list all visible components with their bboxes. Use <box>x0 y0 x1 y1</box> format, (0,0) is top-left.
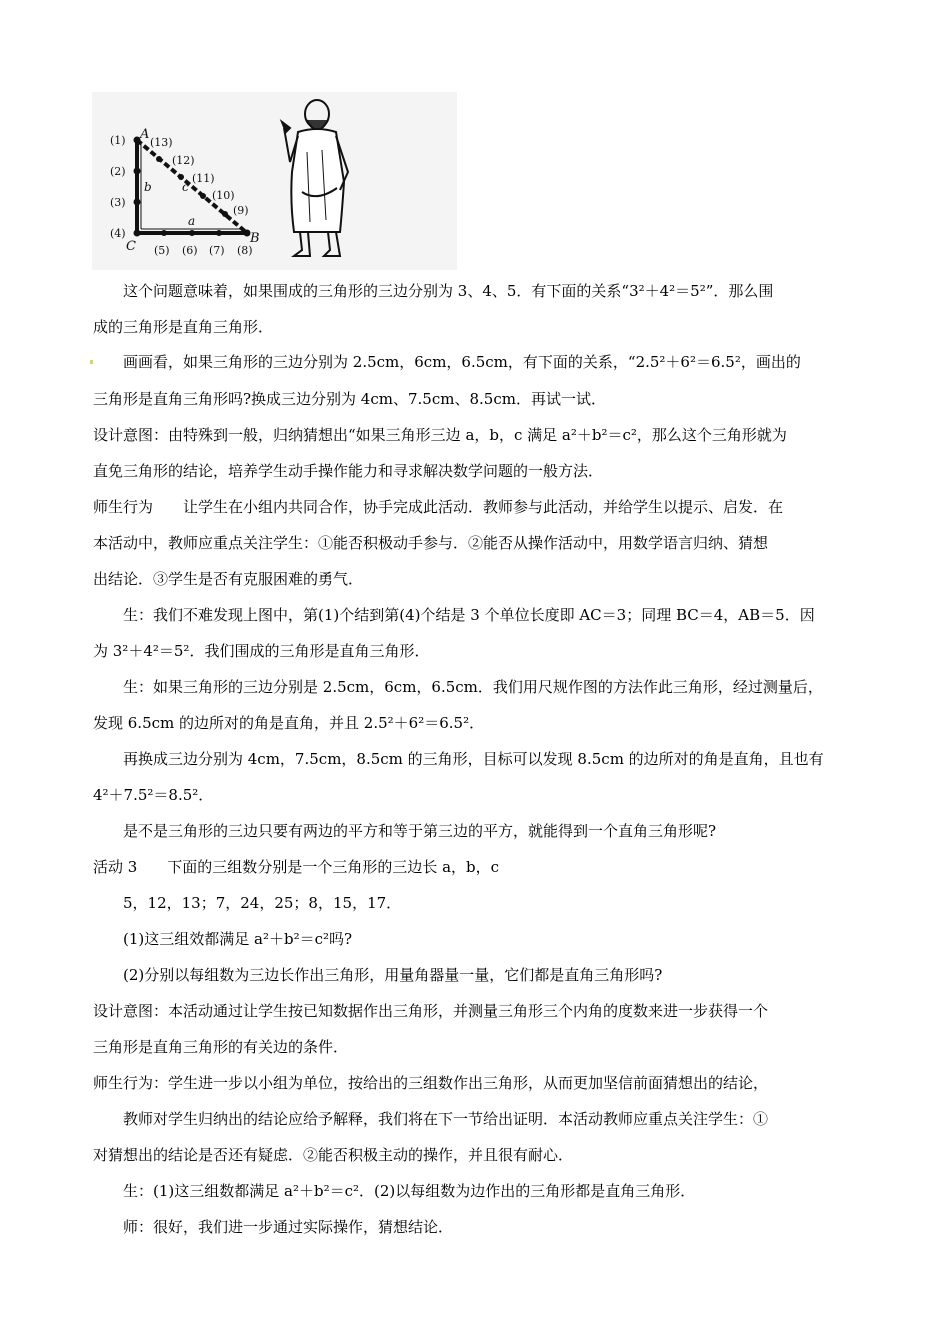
vertex-b-label: B <box>250 231 260 246</box>
knot-label-9: (9) <box>233 204 249 217</box>
paragraph-line: 成的三角形是直角三角形． <box>93 318 274 336</box>
paragraph-line: 再换成三边分别为 4cm，7.5cm，8.5cm 的三角形，目标可以发现 8.5cm 的边所对的角是直角，且也有 <box>123 750 824 768</box>
paragraph-line: 师生行为 让学生在小组内共同合作，协手完成此活动．教师参与此活动，并给学生以提示、启发．在 <box>93 498 784 516</box>
paragraph-line: 是不是三角形的三边只要有两边的平方和等于第三边的平方，就能得到一个直角三角形呢? <box>123 822 717 840</box>
paragraph-line: 生：如果三角形的三边分别是 2.5cm，6cm，6.5cm．我们用尺规作图的方法作此三角形，经过测量后， <box>123 678 823 696</box>
paragraph-line: 活动 3 下面的三组数分别是一个三角形的三边长 a，b，c <box>93 858 500 876</box>
knot-label-4: (4) <box>110 227 126 240</box>
paragraph-line: 师生行为：学生进一步以小组为单位，按给出的三组数作出三角形，从而更加坚信前面猜想出的结论， <box>93 1074 769 1092</box>
paragraph-line: 出结论．③学生是否有克服困难的勇气． <box>93 570 364 588</box>
knot-label-12: (12) <box>172 154 195 167</box>
paragraph-line: 三角形是直角三角形的有关边的条件． <box>93 1038 349 1056</box>
paragraph-line: 为 3²＋4²＝5²．我们围成的三角形是直角三角形． <box>93 642 430 660</box>
paragraph-line: 本活动中，教师应重点关注学生：①能否积极动手参与．②能否从操作活动中，用数学语言归纳、猜想 <box>93 534 769 552</box>
paragraph-line: 生：我们不难发现上图中，第(1)个结到第(4)个结是 3 个单位长度即 AC＝3；同理 BC＝4，AB＝5．因 <box>123 606 815 624</box>
paragraph-line: (2)分别以每组数为三边长作出三角形，用量角器量一量，它们都是直角三角形吗? <box>123 966 663 984</box>
vertex-c-label: C <box>126 239 136 254</box>
paragraph-line: 直免三角形的结论，培养学生动手操作能力和寻求解决数学问题的一般方法． <box>93 462 604 480</box>
knot-label-5: (5) <box>154 244 170 257</box>
paragraph-line: 发现 6.5cm 的边所对的角是直角，并且 2.5²＋6²＝6.5²． <box>93 714 485 732</box>
paragraph-line: 画画看，如果三角形的三边分别为 2.5cm，6cm，6.5cm，有下面的关系，“2.5²＋6²＝6.5²，画出的 <box>123 353 801 371</box>
vertex-a-label: A <box>140 127 150 142</box>
stray-mark <box>90 360 93 364</box>
knotted-rope-triangle-figure <box>92 92 457 270</box>
paragraph-line: 这个问题意味着，如果围成的三角形的三边分别为 3、4、5．有下面的关系“3²＋4²＝5²”．那么围 <box>123 282 774 300</box>
paragraph-line: 4²＋7.5²＝8.5²． <box>93 786 214 804</box>
knot-label-8: (8) <box>237 244 253 257</box>
knot-label-11: (11) <box>192 172 215 185</box>
paragraph-line: 师：很好，我们进一步通过实际操作，猜想结论． <box>123 1218 454 1236</box>
paragraph-line: 设计意图：本活动通过让学生按已知数据作出三角形，并测量三角形三个内角的度数来进一步获得一个 <box>93 1002 769 1020</box>
side-b-label: b <box>144 180 152 194</box>
knot-label-13: (13) <box>150 136 173 149</box>
knot-label-6: (6) <box>182 244 198 257</box>
paragraph-line: 设计意图：由特殊到一般，归纳猜想出“如果三角形三边 a，b，c 满足 a²＋b²＝c²，那么这个三角形就为 <box>93 426 787 444</box>
side-a-label: a <box>188 214 196 228</box>
side-c-label: c <box>182 180 189 194</box>
paragraph-line: 三角形是直角三角形吗?换成三边分别为 4cm、7.5cm、8.5cm．再试一试． <box>93 390 606 408</box>
paragraph-line: 5，12，13；7，24，25；8，15，17． <box>123 894 402 912</box>
knot-label-7: (7) <box>209 244 225 257</box>
paragraph-line: 生：(1)这三组数都满足 a²＋b²＝c²．(2)以每组数为边作出的三角形都是直角三角形． <box>123 1182 696 1200</box>
paragraph-line: (1)这三组效都满足 a²＋b²＝c²吗? <box>123 930 353 948</box>
knot-label-1: (1) <box>110 134 126 147</box>
knot-label-3: (3) <box>110 196 126 209</box>
paragraph-line: 对猜想出的结论是否还有疑虑．②能否积极主动的操作，并且很有耐心． <box>93 1146 574 1164</box>
knot-label-10: (10) <box>212 189 235 202</box>
paragraph-line: 教师对学生归纳出的结论应给予解释，我们将在下一节给出证明．本活动教师应重点关注学生：① <box>123 1110 769 1128</box>
knot-label-2: (2) <box>110 165 126 178</box>
